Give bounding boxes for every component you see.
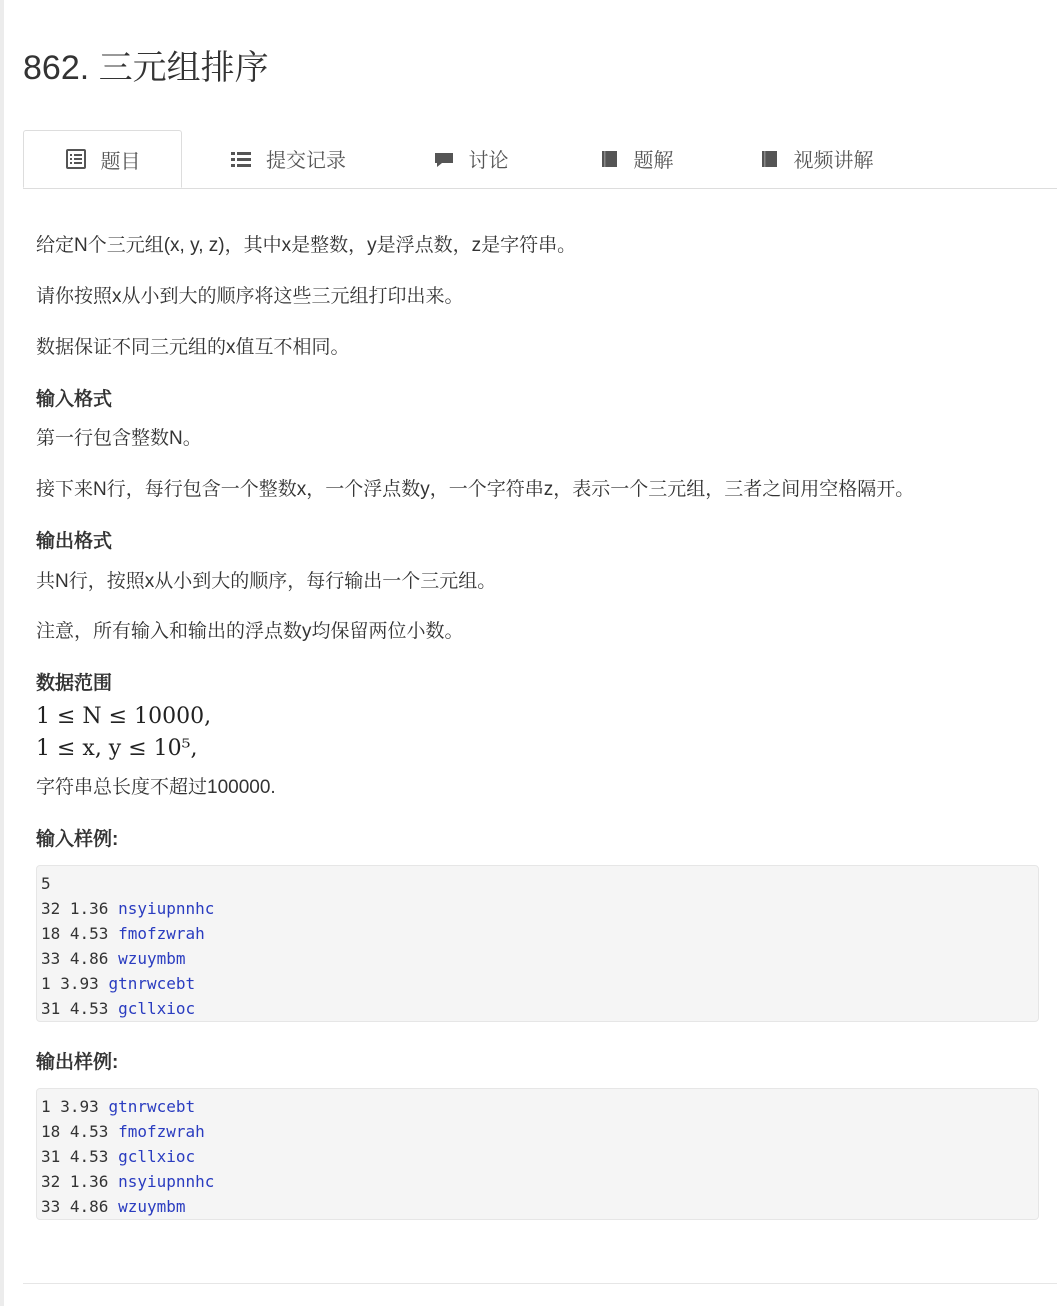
code-line: 32 1.36 nsyiupnnhc — [41, 1172, 215, 1191]
list-doc-icon — [65, 148, 87, 170]
input-format-heading: 输入格式 — [36, 389, 113, 410]
tab-label: 讨论 — [468, 150, 509, 172]
data-range-heading: 数据范围 — [36, 673, 113, 694]
code-line: 33 4.86 wzuymbm — [41, 1197, 186, 1216]
tab-solutions[interactable] — [578, 130, 693, 187]
bullet-list-icon — [230, 148, 252, 170]
book-icon — [758, 148, 780, 170]
sample-input-heading: 输入样例: — [36, 829, 119, 850]
code-line: 32 1.36 nsyiupnnhc — [41, 899, 215, 918]
problem-desc-3: 数据保证不同三元组的x值互不相同。 — [36, 337, 350, 358]
sample-output-heading: 输出样例: — [36, 1052, 119, 1073]
tab-label: 提交记录 — [266, 150, 346, 172]
tab-submissions[interactable] — [203, 130, 373, 187]
tab-discussion[interactable] — [413, 130, 528, 187]
comment-icon — [433, 148, 455, 170]
book-icon — [598, 148, 620, 170]
bottom-divider — [23, 1283, 1057, 1284]
code-line: 1 3.93 gtnrwcebt — [41, 1097, 196, 1116]
tab-label: 题解 — [633, 150, 674, 172]
output-format-line-1: 共N行，按照x从小到大的顺序，每行输出一个三元组。 — [36, 571, 497, 592]
left-edge-strip — [0, 0, 4, 1306]
page-title: 862. 三元组排序 — [23, 49, 269, 87]
tab-label: 视频讲解 — [793, 150, 874, 172]
input-format-line-2: 接下来N行，每行包含一个整数x，一个浮点数y，一个字符串z，表示一个三元组，三者之间用空格隔开。 — [36, 479, 915, 500]
tab-problem[interactable] — [23, 130, 182, 188]
output-format-heading: 输出格式 — [36, 531, 113, 552]
code-line: 1 3.93 gtnrwcebt — [41, 974, 196, 993]
code-line: 33 4.86 wzuymbm — [41, 949, 186, 968]
input-format-line-1: 第一行包含整数N。 — [36, 428, 202, 449]
problem-desc-1: 给定N个三元组(x, y, z)，其中x是整数，y是浮点数，z是字符串。 — [36, 235, 577, 256]
tab-bar — [23, 130, 1057, 189]
code-line: 5 — [41, 874, 51, 893]
code-line: 31 4.53 gcllxioc — [41, 999, 196, 1018]
range-line-2: 1 ≤ x, y ≤ 10⁵, — [36, 736, 198, 761]
tab-video-solution[interactable] — [738, 130, 893, 187]
problem-desc-2: 请你按照x从小到大的顺序将这些三元组打印出来。 — [36, 286, 464, 307]
code-line: 31 4.53 gcllxioc — [41, 1147, 196, 1166]
sample-output-code — [36, 1088, 1039, 1220]
code-line: 18 4.53 fmofzwrah — [41, 924, 205, 943]
range-line-1: 1 ≤ N ≤ 10000, — [36, 704, 212, 729]
output-format-line-2: 注意，所有输入和输出的浮点数y均保留两位小数。 — [36, 621, 464, 642]
code-line: 18 4.53 fmofzwrah — [41, 1122, 205, 1141]
range-line-3: 字符串总长度不超过100000. — [36, 777, 276, 798]
tab-label: 题目 — [100, 150, 141, 173]
sample-input-code — [36, 865, 1039, 1022]
